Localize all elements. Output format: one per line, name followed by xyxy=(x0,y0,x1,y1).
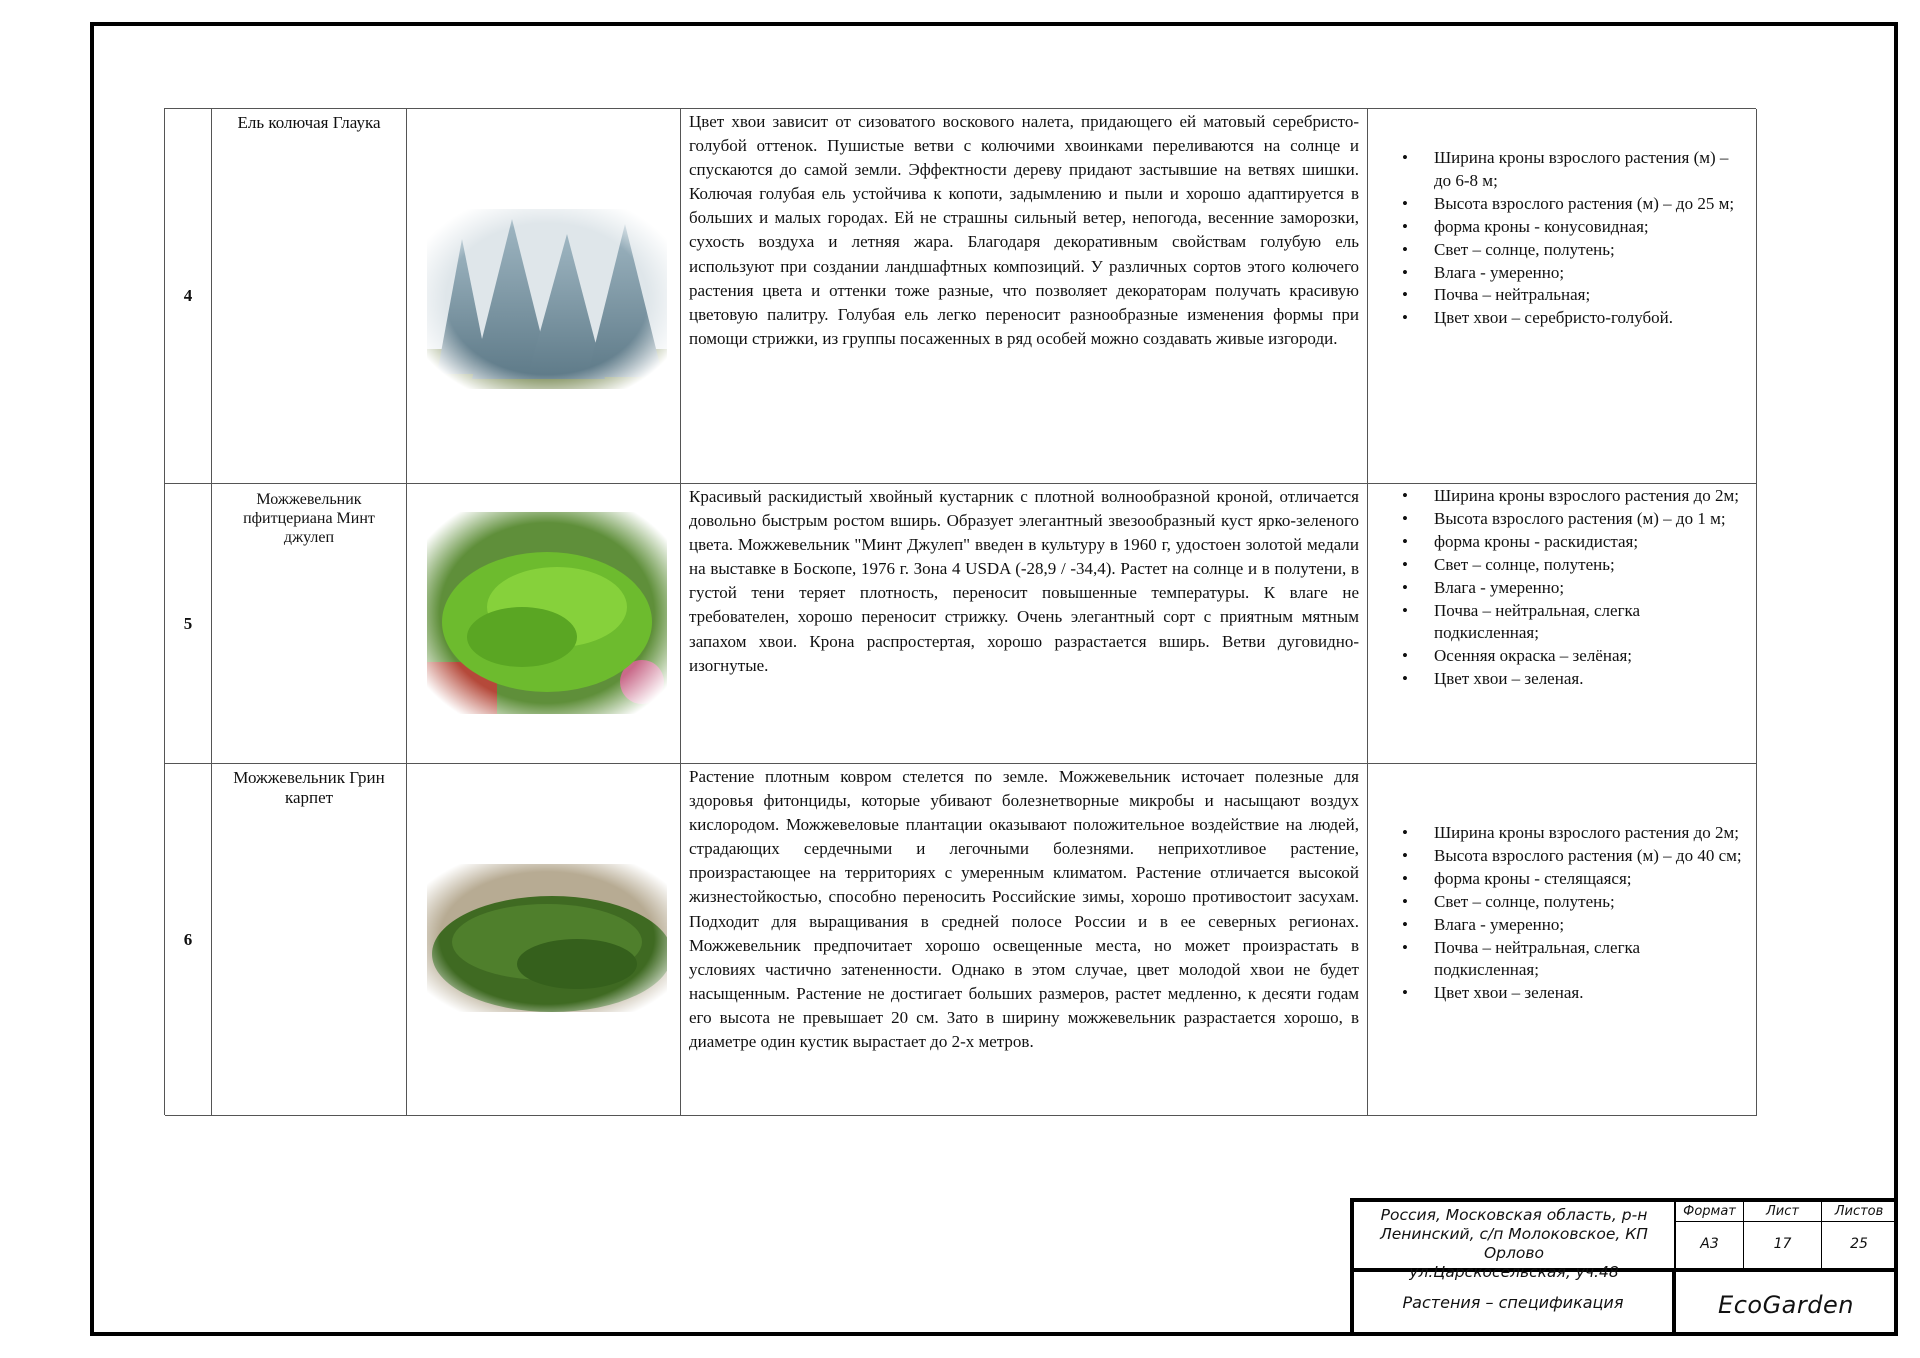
format-value: А3 xyxy=(1676,1222,1744,1272)
plant-spec-table xyxy=(164,108,1756,1115)
feature-item: • Высота взрослого растения (м) – до 40 см; xyxy=(1368,845,1748,868)
plant-description: Красивый раскидистый хвойный кустарник с плотной волнообразной кроной, отличается довольно быстрым ростом вширь. Образует элегантный звезообразный куст ярко-зеленого цвета. Можжевельник "Минт Джулеп" введен в культуру в 1960 г, удостоен золотой медали на выставке в Боскопе, 1976 г. Зона 4 USDA (-28,9 / -34,4). Растет на солнце и в полутени, в густой тени теряет плотность, переносит повышенные температуры. К влаге не требователен, хорошо переносит стрижку. Очень элегантный сорт с приятным мятным запахом хвои. Крона распростертая, хорошо разрастается вширь. Ветви дуговидно-изогнутые. xyxy=(681,484,1368,764)
feature-item: • Влага - умеренно; xyxy=(1368,577,1748,600)
format-label: Формат xyxy=(1676,1202,1744,1222)
row-number: 5 xyxy=(165,484,212,764)
plant-features xyxy=(1368,109,1757,484)
feature-item: • Почва – нейтральная, слегка подкисленная; xyxy=(1368,600,1748,646)
plant-name: Можжевельник Грин карпет xyxy=(212,764,407,1116)
blue-spruce-photo xyxy=(427,209,667,389)
drawing-title-block xyxy=(1350,1198,1896,1335)
feature-item: • Ширина кроны взрослого растения до 2м; xyxy=(1368,822,1748,845)
sheet-label: Лист xyxy=(1744,1202,1822,1222)
feature-item: • Почва – нейтральная; xyxy=(1368,284,1748,307)
plant-description: Цвет хвои зависит от сизоватого воскового налета, придающего ей матовый серебристо-голубой оттенок. Пушистые ветви с колючими хвоинками переливаются на солнце и спускаются до самой земли. Эффектности дереву придают застывшие на ветвях шишки. Колючая голубая ель устойчива к копоти, задымлению и пыли и хорошо адаптируется в больших и малых городах. Ей не страшны сильный ветер, непогода, весенние заморозки, сухость воздуха и летняя жара. Благодаря декоративным свойствам голубую ель используют при создании ландшафтных композиций. У различных сортов этого колючего растения цвета и оттенки тоже разные, что позволяет декораторам получать красивую цветовую палитру. Голубая ель легко переносит разнообразные изменения формы при помощи стрижки, из группы посаженных в ряд особей можно создавать живые изгороди. xyxy=(681,109,1368,484)
plant-photo-cell xyxy=(407,764,681,1116)
mint-julep-juniper-photo xyxy=(427,512,667,714)
feature-item: • Почва – нейтральная, слегка подкисленная; xyxy=(1368,937,1748,983)
plant-features xyxy=(1368,484,1757,764)
plant-features xyxy=(1368,764,1757,1116)
feature-item: • форма кроны - раскидистая; xyxy=(1368,531,1748,554)
sheet-number: 17 xyxy=(1744,1222,1822,1272)
company-name: EcoGarden xyxy=(1718,1291,1854,1319)
feature-item: • Высота взрослого растения (м) – до 1 м; xyxy=(1368,508,1748,531)
feature-item: • форма кроны - стелящаяся; xyxy=(1368,868,1748,891)
sheets-label: Листов xyxy=(1822,1202,1896,1222)
address-line: Ленинский, с/п Молоковское, КП Орлово xyxy=(1380,1225,1648,1262)
address-line: ул.Царскосельская, уч.48 xyxy=(1409,1263,1619,1281)
sheet-title: Растения – спецификация xyxy=(1354,1272,1676,1335)
row-number: 6 xyxy=(165,764,212,1116)
sheets-total: 25 xyxy=(1822,1222,1896,1272)
feature-item: • Высота взрослого растения (м) – до 25 м; xyxy=(1368,193,1748,216)
feature-item: • Ширина кроны взрослого растения до 2м; xyxy=(1368,485,1748,508)
feature-item: • форма кроны - конусовидная; xyxy=(1368,216,1748,239)
green-carpet-juniper-photo xyxy=(427,864,667,1012)
feature-item: • Влага - умеренно; xyxy=(1368,914,1748,937)
row-number: 4 xyxy=(165,109,212,484)
feature-item: • Свет – солнце, полутень; xyxy=(1368,554,1748,577)
feature-item: • Осенняя окраска – зелёная; xyxy=(1368,645,1748,668)
feature-item: • Цвет хвои – зеленая. xyxy=(1368,668,1748,691)
plant-photo-cell xyxy=(407,109,681,484)
address-line: Россия, Московская область, р-н xyxy=(1380,1206,1648,1224)
feature-item: • Влага - умеренно; xyxy=(1368,262,1748,285)
plant-name: Можжевельник пфитцериана Минт джулеп xyxy=(212,484,407,764)
plant-photo-cell xyxy=(407,484,681,764)
project-address xyxy=(1354,1202,1676,1281)
feature-item: • Свет – солнце, полутень; xyxy=(1368,239,1748,262)
feature-item: • Цвет хвои – серебристо-голубой. xyxy=(1368,307,1748,330)
plant-name: Ель колючая Глаука xyxy=(212,109,407,484)
plant-description: Растение плотным ковром стелется по земле. Можжевельник источает полезные для здоровья фитонциды, которые убивают болезнетворные микробы и насыщают воздух кислородом. Можжевеловые плантации оказывают положительное воздействие на людей, страдающих сердечными и легочными болезнями. неприхотливое растение, произрастающее на территориях с умеренным климатом. Растение отличается высокой жизнестойкостью, способно переносить Российские зимы, хорошо противостоит засухам. Подходит для выращивания в средней полосе России и в ее северных регионах. Можжевельник предпочитает хорошо освещенные места, но может произрастать в условиях частично затененности. Однако в этом случае, цвет молодой хвои не будет насыщенным. Растение не достигает больших размеров, растет медленно, к десяти годам его высота не превышает 20 см. Зато в ширину можжевельник разрастается хорошо, в диаметре один кустик вырастает до 2-х метров. xyxy=(681,764,1368,1116)
feature-item: • Свет – солнце, полутень; xyxy=(1368,891,1748,914)
feature-item: • Цвет хвои – зеленая. xyxy=(1368,982,1748,1005)
feature-item: • Ширина кроны взрослого растения (м) – до 6-8 м; xyxy=(1368,147,1748,193)
